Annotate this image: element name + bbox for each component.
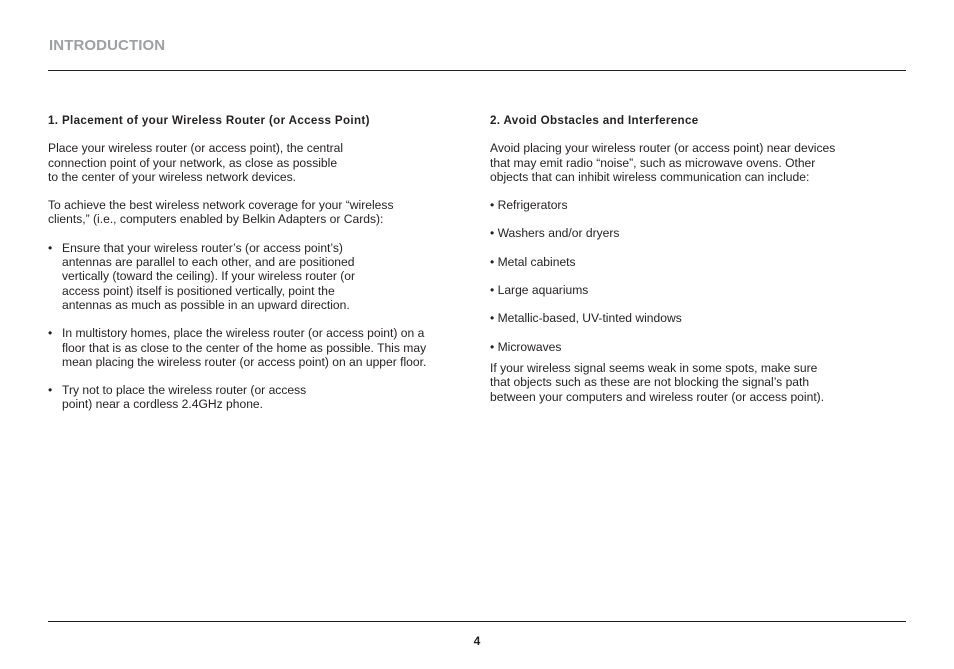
bullet-text: In multistory homes, place the wireless router (or access point) on a floor that is as close to the center of the home as possible. This may mean placing the wireless router (or access point) on an upper floor. bbox=[62, 326, 427, 369]
list-item: • Washers and/or dryers bbox=[490, 226, 620, 241]
list-item: • Large aquariums bbox=[490, 283, 589, 298]
obstacles-intro: Avoid placing your wireless router (or access point) near devices that may emit radio “noise”, such as microwave ovens. Other objects that can inhibit wireless communication can include: bbox=[490, 141, 836, 184]
obstacles-closing: If your wireless signal seems weak in some spots, make sure that objects such as these are not blocking the signal’s path between your computers and wireless router (or access point). bbox=[490, 360, 825, 404]
placement-paragraph: Place your wireless router (or access point), the central connection point of your network, as close as possible to the center of your wireless network devices. bbox=[48, 141, 344, 184]
bullet-icon: • bbox=[48, 240, 53, 255]
list-item bbox=[48, 241, 468, 312]
page-number: 4 bbox=[473, 634, 481, 648]
list-item: • Metal cabinets bbox=[490, 254, 576, 269]
bullet-icon: • bbox=[48, 383, 53, 398]
bullet-text: Ensure that your wireless router’s (or access point’s) antennas are parallel to each other, and are positioned vertically (toward the ceiling). If your wireless router (or access point) itself is positioned vertically, point the antennas as much as possible in an upward direction. bbox=[62, 240, 356, 312]
section-title: INTRODUCTION bbox=[49, 37, 166, 54]
left-column bbox=[48, 114, 468, 426]
list-item bbox=[48, 383, 468, 412]
list-item: • Metallic-based, UV-tinted windows bbox=[490, 311, 682, 326]
footer-rule bbox=[48, 621, 906, 622]
right-column bbox=[490, 114, 890, 418]
placement-heading: 1. Placement of your Wireless Router (or Access Point) bbox=[48, 114, 370, 127]
list-item bbox=[48, 326, 468, 369]
coverage-paragraph: To achieve the best wireless network coverage for your “wireless clients,” (i.e., computers enabled by Belkin Adapters or Cards): bbox=[48, 198, 394, 227]
bullet-icon: • bbox=[48, 326, 53, 341]
header-rule bbox=[48, 70, 906, 71]
list-item: • Refrigerators bbox=[490, 198, 568, 213]
bullet-text: Try not to place the wireless router (or access point) near a cordless 2.4GHz phone. bbox=[62, 383, 307, 412]
obstacles-heading: 2. Avoid Obstacles and Interference bbox=[490, 114, 699, 127]
list-item: • Microwaves bbox=[490, 339, 562, 354]
